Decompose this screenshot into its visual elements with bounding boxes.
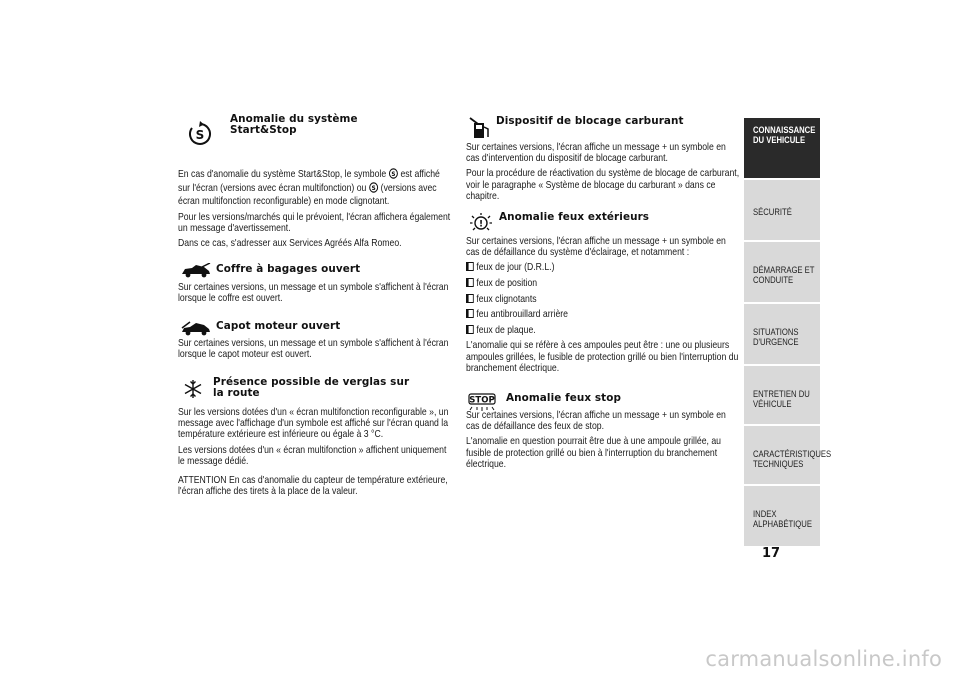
paragraph: Pour la procédure de réactivation du système de blocage de carburant, voir le paragraphe « Système de blocage du carburant » dans ce chapitre. [466,168,740,202]
tab-securite[interactable]: SÉCURITÉ [744,178,820,240]
snowflake-icon [182,378,204,405]
feux-exterieurs-text [466,236,741,378]
bullet-item: feux clignotants [466,294,740,305]
title-line: Start&Stop [230,124,297,136]
section-coffre [178,260,454,280]
verglas-text [178,407,454,501]
section-start-stop [178,113,454,163]
paragraph: Sur certaines versions, l'écran affiche un message + un symbole en cas de défaillance des feux de stop. [466,410,726,433]
blocage-text [466,142,741,206]
tab-situations-d-urgence[interactable]: SITUATIONS D'URGENCE [744,302,820,364]
bullet-item: feux de position [466,278,740,289]
paragraph: En cas d'anomalie du système Start&Stop, le symbole S est affiché sur l'écran (versions avec écran multifonction) ou S (versions avec écran multifonction reconfigurable) en mode clignotant. [178,169,440,208]
fuel-cutoff-icon [468,116,492,145]
bullet-item: feux de jour (D.R.L.) [466,262,740,273]
section-title: Coffre à bagages ouvert [216,263,361,275]
section-blocage-carburant [466,113,741,141]
start-stop-icon [188,121,212,152]
paragraph: Pour les versions/marchés qui le prévoient, l'écran affichera également un message d'avertissement. [178,211,451,234]
car-trunk-open-icon [180,263,212,284]
section-header [466,113,741,141]
svg-text:S: S [391,170,396,179]
paragraph: Dans ce cas, s'adresser aux Services Agréés Alfa Romeo. [178,238,402,250]
start-stop-small-icon [369,182,378,196]
bullet-box-icon [466,309,474,318]
bullet-box-icon [466,325,474,334]
bullet-item: feu antibrouillard arrière [466,309,740,320]
paragraph: L'anomalie qui se réfère à ces ampoules peut être : une ou plusieurs ampoules grillées, le fusible de protection grillé ou bien l'interruption du branchement électrique. [466,340,739,374]
section-title: Anomalie feux extérieurs [499,211,650,223]
bullet-item: feux de plaque. [466,325,740,336]
bullet-box-icon [466,278,474,287]
section-title: Capot moteur ouvert [216,320,341,332]
section-title [213,377,409,399]
paragraph: Sur certaines versions, l'écran affiche un message + un symbole en cas d'intervention du dispositif de blocage carburant. [466,142,726,165]
tab-connaissance-du-vehicule[interactable]: CONNAISSANCE DU VEHICULE [744,116,820,178]
watermark: carmanualsonline.info [705,647,942,671]
start-stop-small-icon [389,168,398,182]
section-feux-exterieurs [466,208,741,236]
svg-text:STOP: STOP [469,395,495,406]
tab-entretien-du-vehicule[interactable]: ENTRETIEN DU VÉHICULE [744,364,820,424]
section-header [178,318,454,338]
bullet-box-icon [466,294,474,303]
page-number: 17 [762,546,781,561]
section-verglas [178,374,454,406]
section-header [178,260,454,280]
capot-text [178,338,454,364]
paragraph: L'anomalie en question pourrait être due à une ampoule grillée, au fusible de protection grillé ou bien à l'interruption du branchement électrique. [466,436,722,470]
section-header [466,392,741,412]
title-line: Présence possible de verglas sur [213,376,410,388]
section-header [178,113,454,163]
bullet-box-icon [466,262,474,271]
paragraph: Sur certaines versions, un message et un symbole s'affichent à l'écran lorsque le capot moteur est ouvert. [178,338,449,361]
coffre-text [178,282,454,308]
feux-stop-text [466,410,741,474]
paragraph: Sur certaines versions, l'écran affiche un message + un symbole en cas de défaillance du système d'éclairage, et notamment : [466,236,726,259]
paragraph: Sur certaines versions, un message et un symbole s'affichent à l'écran lorsque le coffre est ouvert. [178,282,449,305]
section-title: Anomalie feux stop [506,392,622,404]
title-line: Anomalie du système [230,113,358,125]
section-capot [178,318,454,338]
paragraph: Les versions dotées d'un « écran multifonction » affichent uniquement le message dédié. [178,444,447,467]
svg-text:!: ! [478,219,484,230]
title-line: la route [213,387,260,399]
section-header [466,208,741,236]
paragraph: Sur les versions dotées d'un « écran multifonction reconfigurable », un message avec l'affichage d'un symbole est affiché sur l'écran quand la température extérieure est inférieure ou égale à 3 °C. [178,407,449,441]
section-title [230,114,358,136]
svg-text:S: S [195,128,205,142]
start-stop-text [178,168,454,253]
section-title: Dispositif de blocage carburant [496,115,684,127]
tab-demarrage-et-conduite[interactable]: DÉMARRAGE ET CONDUITE [744,240,820,302]
paragraph: ATTENTION En cas d'anomalie du capteur de température extérieure, l'écran affiche des tirets à la place de la valeur. [178,475,448,498]
section-feux-stop [466,392,741,412]
tab-index-alphabetique[interactable]: INDEX ALPHABÉTIQUE [744,484,820,546]
tab-caracteristiques-techniques[interactable]: CARACTÉRISTIQUES TECHNIQUES [744,424,820,484]
exterior-light-warning-icon [469,211,493,238]
section-header [178,374,454,406]
svg-text:S: S [371,184,376,193]
